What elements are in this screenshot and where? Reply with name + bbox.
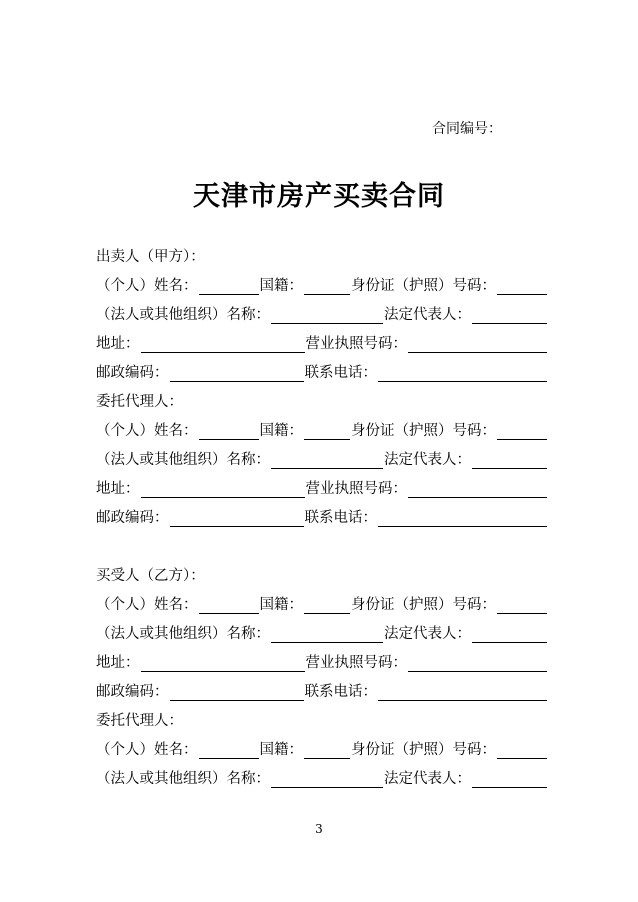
buyer-agent-org-row: （法人或其他组织）名称： 法定代表人： <box>96 766 548 788</box>
buyer-nationality-field[interactable] <box>304 598 350 614</box>
buyer-agent-rep-field[interactable] <box>472 772 547 788</box>
buyer-name-field[interactable] <box>199 598 259 614</box>
seller-address-row: 地址： 营业执照号码： <box>96 331 548 353</box>
seller-agent-nationality-field[interactable] <box>304 424 350 440</box>
seller-phone-field[interactable] <box>378 366 547 382</box>
seller-agent-address-row: 地址： 营业执照号码： <box>96 476 548 498</box>
buyer-license-field[interactable] <box>408 656 547 672</box>
seller-org-name-field[interactable] <box>271 308 383 324</box>
seller-agent-license-field[interactable] <box>408 482 547 498</box>
page-title: 天津市房产买卖合同 <box>193 181 445 212</box>
seller-personal-row: （个人）姓名： 国籍： 身份证（护照）号码： <box>96 273 548 295</box>
seller-agent-postal-field[interactable] <box>170 511 304 527</box>
seller-org-row: （法人或其他组织）名称： 法定代表人： <box>96 302 548 324</box>
seller-name-field[interactable] <box>199 279 259 295</box>
buyer-personal-row: （个人）姓名： 国籍： 身份证（护照）号码： <box>96 592 548 614</box>
seller-agent-org-name-field[interactable] <box>271 453 383 469</box>
buyer-agent-name-field[interactable] <box>199 743 259 759</box>
seller-heading: 出卖人（甲方）： <box>96 249 205 265</box>
seller-agent-org-row: （法人或其他组织）名称： 法定代表人： <box>96 447 548 469</box>
seller-agent-name-field[interactable] <box>199 424 259 440</box>
seller-nationality-field[interactable] <box>304 279 350 295</box>
seller-license-field[interactable] <box>408 337 547 353</box>
buyer-address-field[interactable] <box>141 656 305 672</box>
seller-postal-field[interactable] <box>170 366 304 382</box>
buyer-contact-row: 邮政编码： 联系电话： <box>96 679 548 701</box>
buyer-agent-id-field[interactable] <box>497 743 547 759</box>
buyer-phone-field[interactable] <box>378 685 547 701</box>
buyer-agent-org-name-field[interactable] <box>271 772 383 788</box>
seller-agent-id-field[interactable] <box>497 424 547 440</box>
seller-rep-field[interactable] <box>472 308 547 324</box>
seller-id-field[interactable] <box>497 279 547 295</box>
seller-agent-heading: 委托代理人： <box>96 394 183 410</box>
seller-contact-row: 邮政编码： 联系电话： <box>96 360 548 382</box>
buyer-org-row: （法人或其他组织）名称： 法定代表人： <box>96 621 548 643</box>
buyer-heading: 买受人（乙方）： <box>96 568 205 584</box>
seller-agent-contact-row: 邮政编码： 联系电话： <box>96 505 548 527</box>
buyer-org-name-field[interactable] <box>271 627 383 643</box>
buyer-rep-field[interactable] <box>472 627 547 643</box>
buyer-agent-heading: 委托代理人： <box>96 713 183 729</box>
page-number: 3 <box>315 822 323 836</box>
buyer-id-field[interactable] <box>497 598 547 614</box>
seller-agent-phone-field[interactable] <box>378 511 547 527</box>
contract-number-label: 合同编号： <box>432 121 502 137</box>
buyer-agent-nationality-field[interactable] <box>304 743 350 759</box>
seller-agent-rep-field[interactable] <box>472 453 547 469</box>
seller-agent-personal-row: （个人）姓名： 国籍： 身份证（护照）号码： <box>96 418 548 440</box>
buyer-address-row: 地址： 营业执照号码： <box>96 650 548 672</box>
seller-address-field[interactable] <box>141 337 305 353</box>
buyer-postal-field[interactable] <box>170 685 304 701</box>
buyer-agent-personal-row: （个人）姓名： 国籍： 身份证（护照）号码： <box>96 737 548 759</box>
seller-agent-address-field[interactable] <box>141 482 305 498</box>
